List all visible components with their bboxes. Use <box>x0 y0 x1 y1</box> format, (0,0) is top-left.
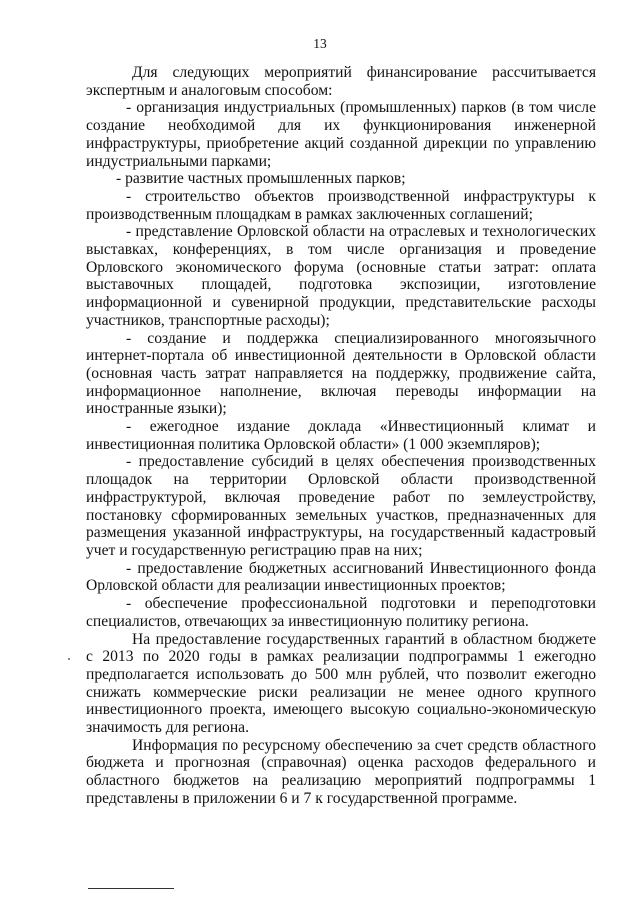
list-item-private-parks: - развитие частных промышленных парков; <box>116 170 406 188</box>
list-item-investment-fund: - предоставление бюджетных ассигнований Инвестиционного фонда Орловской области для реализации инвестиционных проектов; <box>86 559 596 595</box>
list-item-internet-portal: - создание и поддержка специализированного многоязычного интернет-портала об инвестиционной деятельности в Орловской области (основная часть затрат направляется на поддержку, продвижение сайта, информационное наполнение, включая переводы информации на иностранные языки); <box>86 329 596 418</box>
list-item-subsidies: - предоставление субсидий в целях обеспечения производственных площадок на территории Орловской области производственной инфраструктурой, включая проведение работ по землеустройству, постановку сформированных земельных участков, предназначенных для размещения указанной инфраструктуры, на государственный кадастровый учет и государственную регистрацию прав на них; <box>86 453 596 559</box>
list-item-annual-report: - ежегодное издание доклада «Инвестиционный климат и инвестиционная политика Орловской области» (1 000 экземпляров); <box>86 418 596 453</box>
list-item-training: - обеспечение профессиональной подготовки и переподготовки специалистов, отвечающих за инвестиционную политику региона. <box>86 595 596 630</box>
paragraph-guarantees: На предоставление государственных гарантий в областном бюджете с 2013 по 2020 годы в рамках реализации подпрограммы 1 ежегодно предполагается использовать до 500 млн рублей, что позволит ежегодно снижать коммерческие риски реализации не менее одного крупного инвестиционного проекта, имеющего высокую социально-экономическую значимость для региона. <box>86 630 596 737</box>
list-item-exhibitions: - представление Орловской области на отраслевых и технологических выставках, конференциях, в том числе организация и проведение Орловского экономического форума (основные статьи затрат: оплата выставочных площадей, подготовка экспозиции, изготовление информационной и сувенирной продукции, представительские расходы участников, транспортные расходы); <box>86 223 596 329</box>
paragraph-resources: Информация по ресурсному обеспечению за счет средств областного бюджета и прогнозная (справочная) оценка расходов федерального и областного бюджетов на реализацию мероприятий подпрограммы 1 представлены в приложении 6 и 7 к государственной программе. <box>86 736 596 807</box>
document-body <box>86 64 596 808</box>
footnote-rule <box>88 888 174 889</box>
margin-mark <box>68 658 70 660</box>
list-item-industrial-parks: - организация индустриальных (промышленных) парков (в том числе создание необходимой для их функционирования инженерной инфраструктуры, приобретение акций созданной дирекции по управлению индустриальными парками; <box>86 99 596 170</box>
list-item-infrastructure: - строительство объектов производственной инфраструктуры к производственным площадкам в рамках заключенных соглашений; <box>86 187 596 223</box>
paragraph-intro: Для следующих мероприятий финансирование рассчитывается экспертным и аналоговым способом: <box>86 64 596 99</box>
page-number: 13 <box>313 36 327 51</box>
